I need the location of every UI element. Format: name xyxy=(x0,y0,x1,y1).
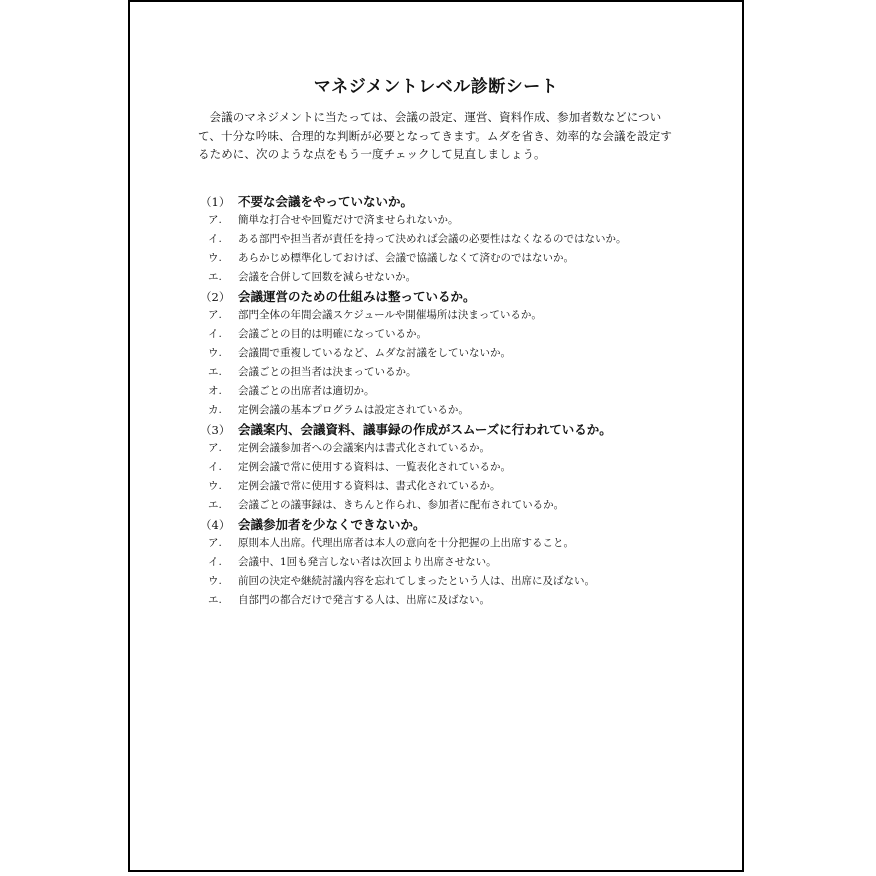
section-number: （4） xyxy=(200,518,231,532)
item-text: 会議ごとの議事録は、きちんと作られ、参加者に配布されているか。 xyxy=(238,499,565,511)
item-text: 会議を合併して回数を減らせないか。 xyxy=(238,271,417,283)
item-marker: ア. xyxy=(208,442,222,454)
item-text: ある部門や担当者が責任を持って決めれば会議の必要性はなくなるのではないか。 xyxy=(238,233,627,245)
checklist-section xyxy=(200,515,720,610)
checklist-item xyxy=(200,249,720,268)
item-text: 定例会議で常に使用する資料は、書式化されているか。 xyxy=(238,480,501,492)
checklist-section xyxy=(200,192,720,287)
item-text: 簡単な打合せや回覧だけで済ませられないか。 xyxy=(238,214,459,226)
item-text: 定例会議参加者への会議案内は書式化されているか。 xyxy=(238,442,490,454)
checklist-item xyxy=(200,591,720,610)
checklist-section xyxy=(200,420,720,515)
section-title: 会議案内、会議資料、議事録の作成がスムーズに行われているか。 xyxy=(238,422,612,437)
checklist-item xyxy=(200,534,720,553)
item-marker: ア. xyxy=(208,537,222,549)
checklist-item xyxy=(200,230,720,249)
checklist-item xyxy=(200,363,720,382)
document-page xyxy=(128,0,744,872)
item-text: 原則本人出席。代理出席者は本人の意向を十分把握の上出席すること。 xyxy=(238,537,574,549)
item-text: 会議間で重複しているなど、ムダな討議をしていないか。 xyxy=(238,347,511,359)
checklist-item xyxy=(200,458,720,477)
item-marker: ウ. xyxy=(208,480,222,492)
section-heading xyxy=(200,515,720,534)
item-marker: ウ. xyxy=(208,347,222,359)
item-text: 会議ごとの担当者は決まっているか。 xyxy=(238,366,417,378)
item-marker: カ. xyxy=(208,404,222,416)
item-text: 前回の決定や継続討議内容を忘れてしまったという人は、出席に及ばない。 xyxy=(238,575,595,587)
item-marker: オ. xyxy=(208,385,222,397)
checklist-item xyxy=(200,572,720,591)
item-marker: イ. xyxy=(208,461,222,473)
item-marker: エ. xyxy=(208,366,222,378)
item-text: 会議ごとの目的は明確になっているか。 xyxy=(238,328,427,340)
item-marker: ウ. xyxy=(208,252,222,264)
checklist-section xyxy=(200,287,720,420)
item-marker: ア. xyxy=(208,214,222,226)
intro-paragraph: 会議のマネジメントに当たっては、会議の設定、運営、資料作成、参加者数などについて、十分な吟味、合理的な判断が必要となってきます。ムダを省き、効率的な会議を設定するために、次のような点をもう一度チェックして見直しましょう。 xyxy=(198,110,672,161)
item-text: 部門全体の年間会議スケジュールや開催場所は決まっているか。 xyxy=(238,309,542,321)
item-marker: エ. xyxy=(208,594,222,606)
item-marker: ウ. xyxy=(208,575,222,587)
item-marker: イ. xyxy=(208,233,222,245)
item-marker: エ. xyxy=(208,499,222,511)
section-number: （2） xyxy=(200,290,231,304)
section-number: （3） xyxy=(200,423,231,437)
item-marker: イ. xyxy=(208,328,222,340)
section-heading xyxy=(200,192,720,211)
checklist-item xyxy=(200,268,720,287)
checklist-item xyxy=(200,325,720,344)
checklist-item xyxy=(200,382,720,401)
section-heading xyxy=(200,420,720,439)
item-text: あらかじめ標準化しておけば、会議で協議しなくて済むのではないか。 xyxy=(238,252,574,264)
checklist-item xyxy=(200,306,720,325)
item-marker: エ. xyxy=(208,271,222,283)
document-title: マネジメントレベル診断シート xyxy=(313,77,559,97)
section-heading xyxy=(200,287,720,306)
item-marker: イ. xyxy=(208,556,222,568)
checklist-sections xyxy=(200,192,720,610)
item-text: 自部門の都合だけで発言する人は、出席に及ばない。 xyxy=(238,594,490,606)
section-title: 会議参加者を少なくできないか。 xyxy=(238,517,426,532)
checklist-item xyxy=(200,496,720,515)
item-text: 会議ごとの出席者は適切か。 xyxy=(238,385,375,397)
item-text: 定例会議で常に使用する資料は、一覧表化されているか。 xyxy=(238,461,511,473)
checklist-item xyxy=(200,477,720,496)
checklist-item xyxy=(200,553,720,572)
item-text: 定例会議の基本プログラムは設定されているか。 xyxy=(238,404,469,416)
section-number: （1） xyxy=(200,195,231,209)
checklist-item xyxy=(200,211,720,230)
checklist-item xyxy=(200,344,720,363)
checklist-item xyxy=(200,439,720,458)
section-title: 会議運営のための仕組みは整っているか。 xyxy=(238,289,476,304)
item-text: 会議中、1回も発言しない者は次回より出席させない。 xyxy=(238,556,497,568)
checklist-item xyxy=(200,401,720,420)
item-marker: ア. xyxy=(208,309,222,321)
section-title: 不要な会議をやっていないか。 xyxy=(238,194,414,209)
